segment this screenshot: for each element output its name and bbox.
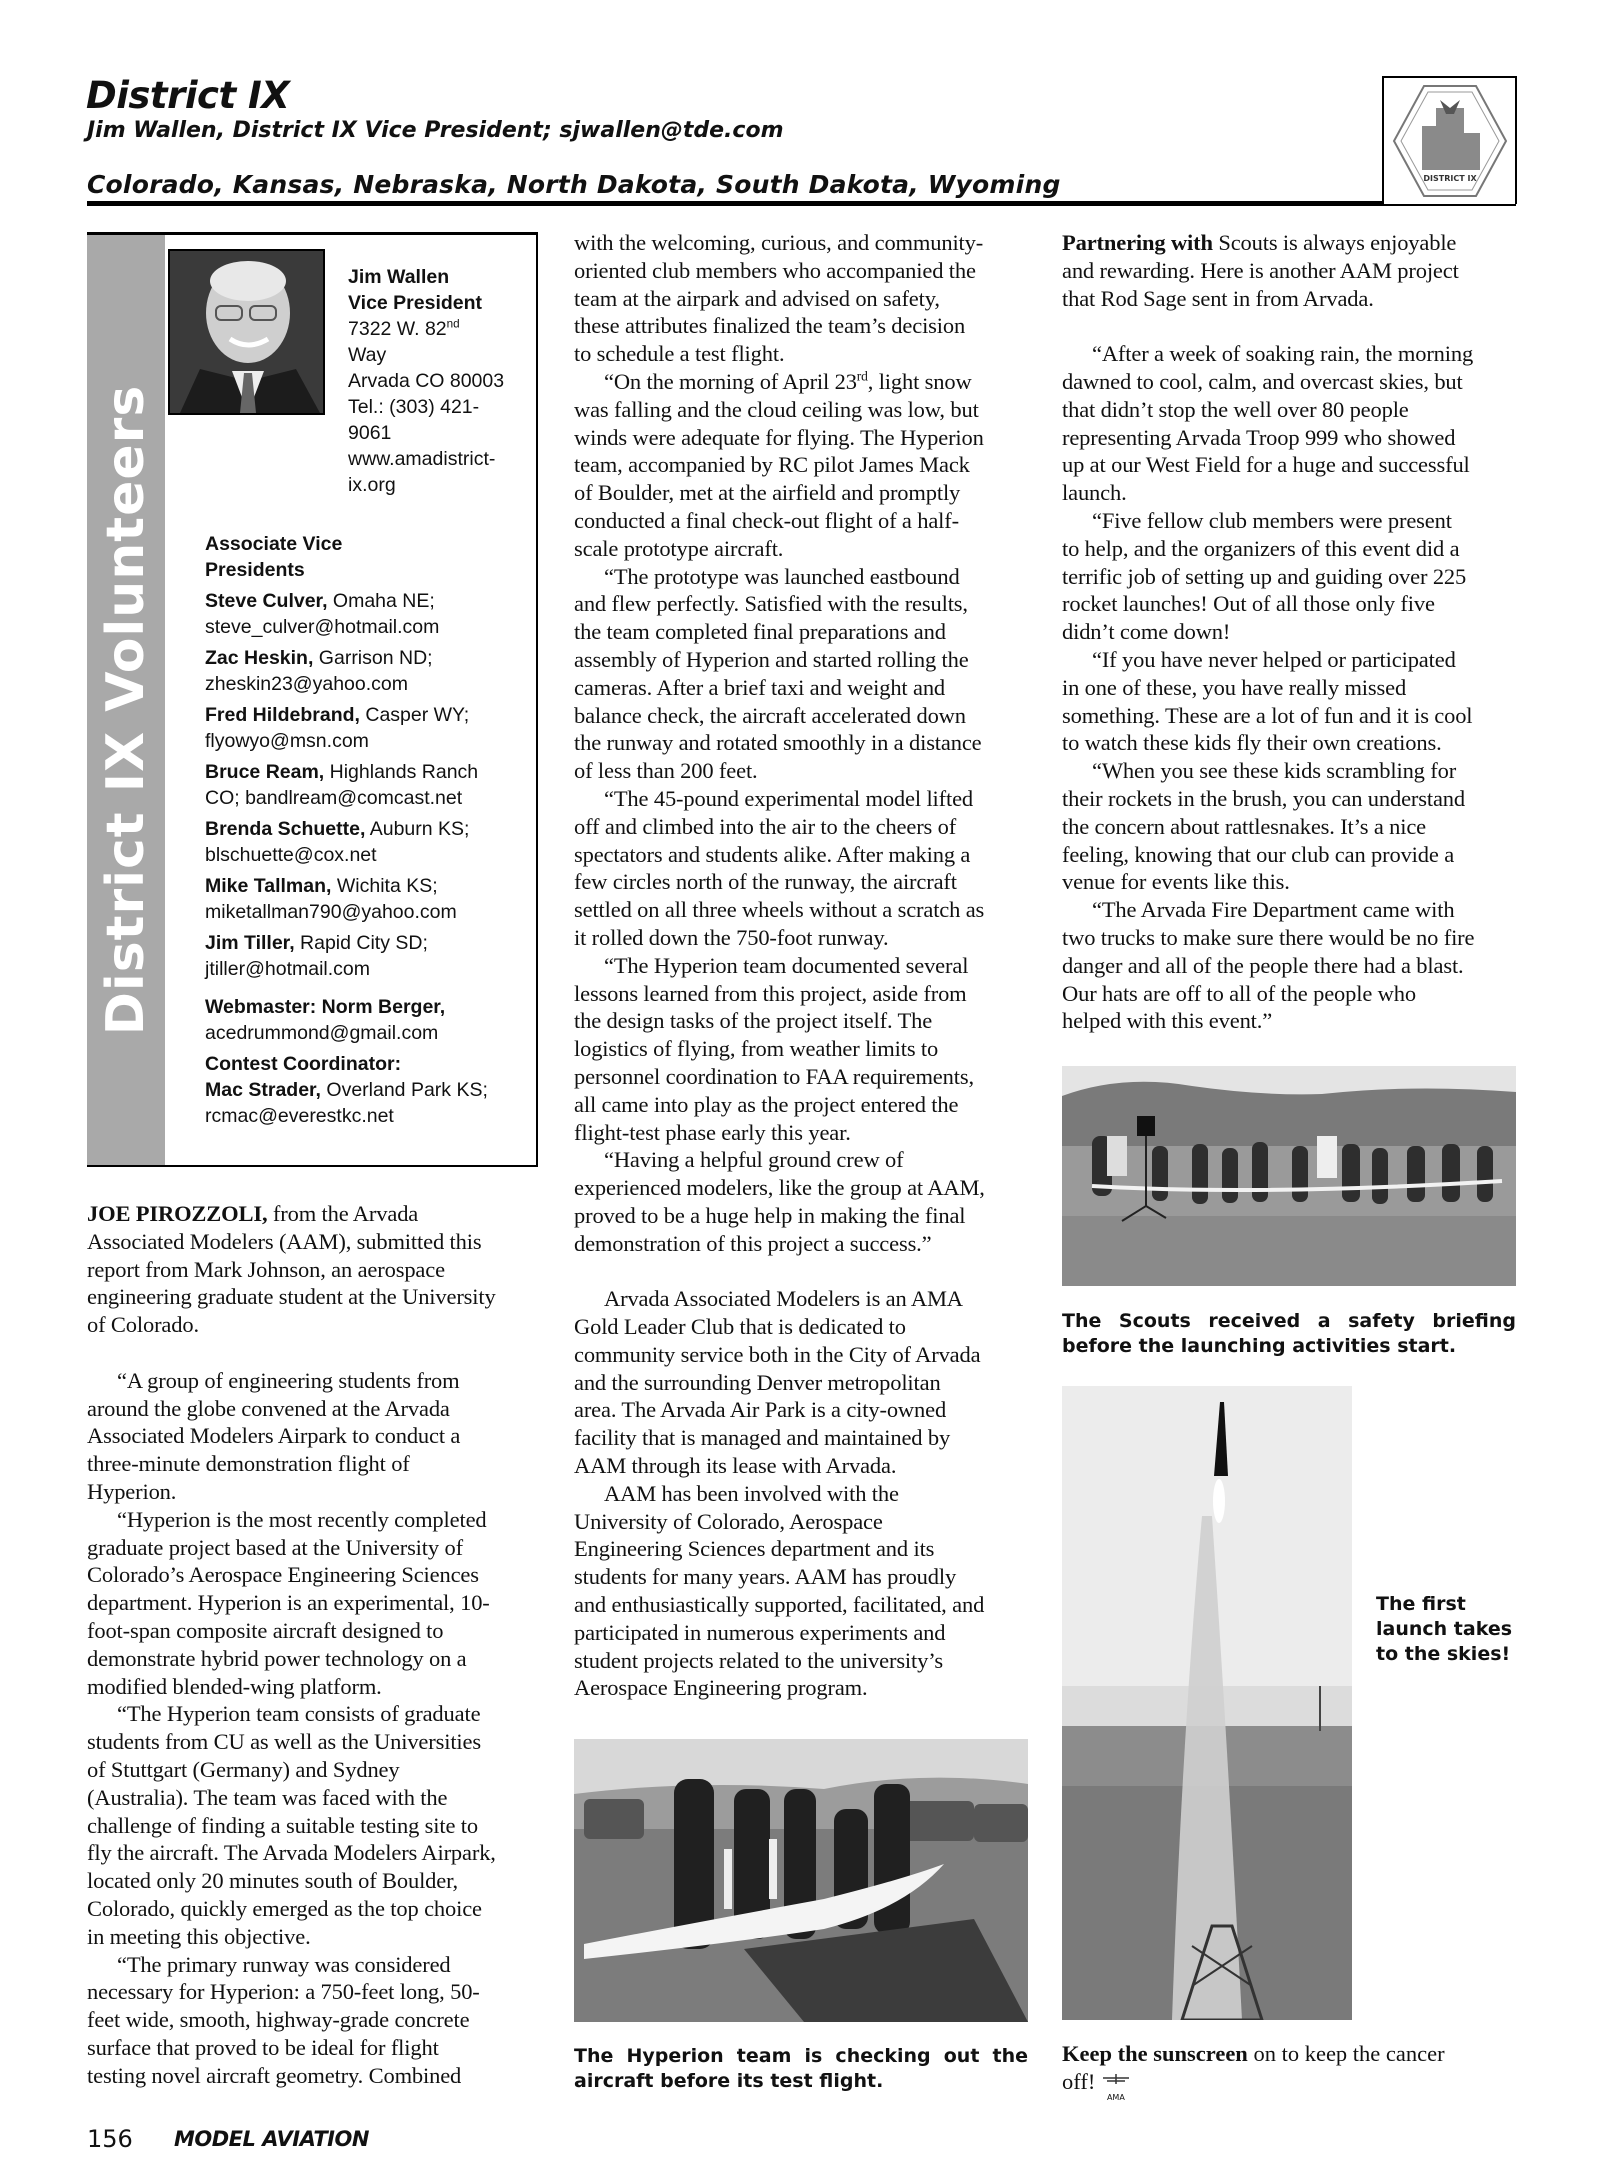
text-line: necessary for Hyperion: a 750-feet long, 50- bbox=[87, 1979, 480, 2005]
text-line: team at the airpark and advised on safety, bbox=[574, 285, 940, 311]
vp-website-link-2[interactable]: ix.org bbox=[348, 474, 396, 496]
text-segment: “On the morning of April 23 bbox=[604, 368, 857, 394]
text-segment: Scouts is always enjoyable bbox=[1212, 230, 1457, 255]
paragraph bbox=[1062, 507, 1517, 646]
contest-name: Mac Strader, bbox=[205, 1079, 321, 1101]
text-line: three-minute demonstration flight of bbox=[87, 1451, 410, 1477]
text-line: flight-test phase early this year. bbox=[574, 1119, 851, 1145]
text-line: winds were adequate for flying. The Hyperion bbox=[574, 424, 984, 450]
text-line: the concern about rattlesnakes. It’s a nice bbox=[1062, 813, 1427, 839]
text-line: “The Arvada Fire Department came with bbox=[1092, 897, 1455, 923]
text-line: scale prototype aircraft. bbox=[574, 535, 784, 561]
associate-name: Fred Hildebrand, bbox=[205, 704, 360, 726]
lead-in-bold: Partnering with bbox=[1062, 230, 1213, 255]
rocket-caption-line: The first bbox=[1376, 1593, 1466, 1615]
text-line: area. The Arvada Air Park is a city-owned bbox=[574, 1397, 947, 1423]
text-line: team, accompanied by RC pilot James Mack bbox=[574, 452, 970, 478]
closing-note-text: on to keep the cancer bbox=[1247, 2041, 1445, 2066]
text-line: up at our West Field for a huge and successful bbox=[1062, 452, 1470, 478]
associate-email[interactable]: zheskin23@yahoo.com bbox=[205, 673, 408, 695]
hyperion-team-photo bbox=[574, 1739, 1028, 2022]
sidebar-strip bbox=[87, 235, 165, 1165]
associate-email[interactable]: jtiller@hotmail.com bbox=[205, 958, 370, 980]
associate-location: Auburn KS; bbox=[365, 818, 470, 840]
webmaster-entry bbox=[205, 994, 488, 1046]
associate-email[interactable]: CO; bandlream@comcast.net bbox=[205, 787, 463, 809]
webmaster-label: Webmaster: Norm Berger, bbox=[205, 996, 446, 1018]
associate-vp-entry bbox=[205, 645, 488, 697]
text-line: report from Mark Johnson, an aerospace bbox=[87, 1256, 445, 1282]
text-line: the runway and rotated smoothly in a distance bbox=[574, 730, 982, 756]
associate-location: Casper WY; bbox=[359, 704, 470, 726]
text-line: “The Hyperion team consists of graduate bbox=[117, 1701, 481, 1727]
associate-location: Wichita KS; bbox=[331, 875, 438, 897]
text-line: challenge of finding a suitable testing site to bbox=[87, 1812, 478, 1838]
associate-email[interactable]: flyowyo@msn.com bbox=[205, 730, 369, 752]
text-line: Colorado’s Aerospace Engineering Sciences bbox=[87, 1562, 479, 1588]
text-line: AAM has been involved with the bbox=[604, 1480, 899, 1506]
vp-address-2: Way bbox=[348, 344, 387, 366]
text-line: venue for events like this. bbox=[1062, 869, 1290, 895]
paragraph bbox=[574, 785, 1029, 952]
associate-email[interactable]: steve_culver@hotmail.com bbox=[205, 616, 440, 638]
paragraph bbox=[87, 1700, 542, 1950]
text-line: Aerospace Engineering program. bbox=[574, 1675, 868, 1701]
text-line: their rockets in the brush, you can understand bbox=[1062, 785, 1465, 811]
paragraph bbox=[87, 1506, 542, 1701]
svg-text:DISTRICT IX: DISTRICT IX bbox=[1423, 174, 1477, 183]
text-line: two trucks to make sure there would be no fire bbox=[1062, 924, 1475, 950]
paragraph bbox=[1062, 646, 1517, 757]
text-line: spectators and students alike. After making a bbox=[574, 841, 971, 867]
text-line: student projects related to the university’s bbox=[574, 1647, 943, 1673]
text-line: of less than 200 feet. bbox=[574, 758, 758, 784]
text-line: located only 20 minutes south of Boulder, bbox=[87, 1868, 459, 1894]
text-line: Hyperion. bbox=[87, 1478, 177, 1504]
text-line: of Colorado. bbox=[87, 1312, 199, 1338]
closing-note bbox=[1062, 2040, 1445, 2102]
text-line: it rolled down the 750-foot runway. bbox=[574, 924, 889, 950]
paragraph bbox=[87, 1951, 542, 2090]
associate-vp-entry bbox=[205, 816, 488, 868]
text-line: “If you have never helped or participated bbox=[1092, 646, 1456, 672]
text-line: and rewarding. Here is another AAM project bbox=[1062, 257, 1459, 283]
text-line: Colorado, quickly emerged as the top choice bbox=[87, 1895, 482, 1921]
text-line: fly the aircraft. The Arvada Modelers Airpark, bbox=[87, 1840, 496, 1866]
text-line: demonstration of this project a success.” bbox=[574, 1230, 932, 1256]
vp-name: Jim Wallen bbox=[348, 266, 450, 288]
contest-coordinator-entry bbox=[205, 1051, 488, 1129]
text-line: Our hats are off to all of the people who bbox=[1062, 980, 1416, 1006]
hyperion-photo-caption: The Hyperion team is checking out the aircraft before its test flight. bbox=[574, 2045, 1028, 2092]
district-logo-emblem-icon bbox=[1384, 78, 1515, 204]
text-line: University of Colorado, Aerospace bbox=[574, 1508, 883, 1534]
text-line: oriented club members who accompanied the bbox=[574, 257, 976, 283]
page-title: District IX bbox=[86, 74, 290, 117]
text-line: dawned to cool, calm, and overcast skies, but bbox=[1062, 368, 1463, 394]
assoc-heading-2: Presidents bbox=[205, 559, 305, 581]
text-line: facility that is managed and maintained by bbox=[574, 1425, 951, 1451]
assoc-heading: Associate Vice bbox=[205, 533, 343, 555]
text-line: settled on all three wheels without a scratch as bbox=[574, 897, 985, 923]
text-line: balance check, the aircraft accelerated down bbox=[574, 702, 966, 728]
text-line: launch. bbox=[1062, 480, 1127, 506]
vp-website-link[interactable]: www.amadistrict- bbox=[348, 448, 496, 470]
text-line: lessons learned from this project, aside from bbox=[574, 980, 967, 1006]
paragraph bbox=[1062, 757, 1517, 896]
paragraph bbox=[87, 1200, 542, 1339]
text-line: and flew perfectly. Satisfied with the results, bbox=[574, 591, 968, 617]
scouts-photo-caption: The Scouts received a safety briefing before the launching activities start. bbox=[1062, 1310, 1516, 1357]
associate-email[interactable]: blschuette@cox.net bbox=[205, 844, 377, 866]
text-line: graduate project based at the University of bbox=[87, 1534, 463, 1560]
text-line: participated in numerous experiments and bbox=[574, 1619, 946, 1645]
associate-vp-entry bbox=[205, 930, 488, 982]
magazine-name: MODEL AVIATION bbox=[174, 2127, 369, 2151]
text-line: Gold Leader Club that is dedicated to bbox=[574, 1314, 906, 1340]
text-line: Arvada Associated Modelers is an AMA bbox=[604, 1286, 963, 1312]
text-line: “The 45-pound experimental model lifted bbox=[604, 785, 974, 811]
text-line: “Five fellow club members were present bbox=[1092, 507, 1452, 533]
associate-location: Rapid City SD; bbox=[294, 932, 428, 954]
text-line: and the surrounding Denver metropolitan bbox=[574, 1369, 941, 1395]
associate-vp-entry bbox=[205, 759, 488, 811]
text-line: “A group of engineering students from bbox=[117, 1367, 460, 1393]
text-line: “When you see these kids scrambling for bbox=[1092, 758, 1457, 784]
vp-role: Vice President bbox=[348, 292, 483, 314]
rocket-caption-line: launch takes bbox=[1376, 1618, 1513, 1640]
text-line: engineering graduate student at the University bbox=[87, 1284, 496, 1310]
text-line: to watch these kids fly their own creations. bbox=[1062, 730, 1442, 756]
paragraph bbox=[574, 229, 1029, 368]
text-line: “The primary runway was considered bbox=[117, 1951, 451, 1977]
vp-address: 7322 W. 82 bbox=[348, 318, 447, 340]
paragraph bbox=[574, 952, 1029, 1147]
paragraph bbox=[1062, 340, 1517, 507]
text-line: “Having a helpful ground crew of bbox=[604, 1147, 904, 1173]
rocket-caption-line: to the skies! bbox=[1376, 1643, 1511, 1665]
rocket-launch-photo bbox=[1062, 1386, 1352, 2020]
paragraph bbox=[574, 368, 1029, 563]
text-line: to schedule a test flight. bbox=[574, 341, 785, 367]
text-line: logistics of flying, from weather limits to bbox=[574, 1036, 939, 1062]
closing-note-end: off! bbox=[1062, 2069, 1096, 2094]
text-line: students for many years. AAM has proudly bbox=[574, 1564, 957, 1590]
district-vp-byline: Jim Wallen, District IX Vice President; sjwallen@tde.com bbox=[87, 118, 784, 143]
text-line: proved to be a huge help in making the final bbox=[574, 1202, 966, 1228]
paragraph bbox=[1062, 229, 1517, 312]
text-line: Associated Modelers (AAM), submitted this bbox=[87, 1228, 482, 1254]
associate-location: Omaha NE; bbox=[327, 590, 435, 612]
text-line: AAM through its lease with Arvada. bbox=[574, 1453, 897, 1479]
vp-city: Arvada CO 80003 bbox=[348, 370, 505, 392]
associate-name: Zac Heskin, bbox=[205, 647, 314, 669]
text-line: “The Hyperion team documented several bbox=[604, 952, 969, 978]
text-line: danger and all of the people there had a blast. bbox=[1062, 952, 1464, 978]
text-line: with the welcoming, curious, and community- bbox=[574, 230, 984, 255]
sidebar-vertical-title: District IX Volunteers bbox=[96, 384, 156, 1036]
text-line bbox=[574, 368, 1029, 396]
associate-name: Bruce Ream, bbox=[205, 761, 325, 783]
text-line: surface that proved to be ideal for flight bbox=[87, 2034, 439, 2060]
contest-email[interactable]: rcmac@everestkc.net bbox=[205, 1105, 394, 1127]
text-line: something. These are a lot of fun and it is cool bbox=[1062, 702, 1473, 728]
scouts-briefing-photo bbox=[1062, 1066, 1516, 1286]
associate-vp-entry bbox=[205, 588, 488, 640]
district-logo bbox=[1382, 76, 1517, 204]
associate-location: Garrison ND; bbox=[313, 647, 433, 669]
text-line: Engineering Sciences department and its bbox=[574, 1536, 935, 1562]
text-line: Associated Modelers Airpark to conduct a bbox=[87, 1423, 461, 1449]
associate-vps bbox=[205, 531, 488, 1129]
text-line: the design tasks of the project itself. The bbox=[574, 1008, 933, 1034]
text-line: feet wide, smooth, highway-grade concrete bbox=[87, 2007, 470, 2033]
associate-name: Steve Culver, bbox=[205, 590, 328, 612]
text-line: few circles north of the runway, the aircraft bbox=[574, 869, 957, 895]
text-segment: from the Arvada bbox=[267, 1201, 419, 1226]
associate-name: Jim Tiller, bbox=[205, 932, 295, 954]
closing-note-bold: Keep the sunscreen bbox=[1062, 2041, 1248, 2066]
vp-phone-2: 9061 bbox=[348, 422, 392, 444]
ama-end-mark-icon bbox=[1101, 2072, 1131, 2102]
volunteers-sidebar bbox=[87, 232, 538, 1167]
associate-email[interactable]: miketallman790@yahoo.com bbox=[205, 901, 457, 923]
webmaster-email[interactable]: acedrummond@gmail.com bbox=[205, 1022, 439, 1044]
text-line bbox=[1062, 229, 1517, 257]
text-line: that didn’t stop the well over 80 people bbox=[1062, 396, 1409, 422]
associate-location: Highlands Ranch bbox=[324, 761, 479, 783]
paragraph bbox=[1062, 896, 1517, 1035]
vp-contact bbox=[348, 264, 504, 498]
text-line: personnel coordination to FAA requirements, bbox=[574, 1063, 974, 1089]
text-line: helped with this event.” bbox=[1062, 1008, 1273, 1034]
text-line: “After a week of soaking rain, the morning bbox=[1092, 341, 1474, 367]
text-line: rocket launches! Out of all those only five bbox=[1062, 591, 1435, 617]
text-line: to help, and the organizers of this event did a bbox=[1062, 535, 1460, 561]
text-line: of Boulder, met at the airfield and promptly bbox=[574, 480, 961, 506]
text-line: conducted a final check-out flight of a half- bbox=[574, 507, 959, 533]
vp-address-sup: nd bbox=[446, 317, 460, 331]
article-column-1 bbox=[87, 1200, 542, 2090]
text-line: modified blended-wing platform. bbox=[87, 1673, 382, 1699]
text-line: in one of these, you have really missed bbox=[1062, 674, 1407, 700]
paragraph bbox=[574, 1480, 1029, 1702]
contest-label: Contest Coordinator: bbox=[205, 1053, 402, 1075]
text-line: these attributes finalized the team’s decision bbox=[574, 313, 966, 339]
associate-vp-entry bbox=[205, 702, 488, 754]
text-line: didn’t come down! bbox=[1062, 619, 1231, 645]
district-states: Colorado, Kansas, Nebraska, North Dakota, South Dakota, Wyoming bbox=[87, 170, 1061, 199]
text-line: terrific job of setting up and guiding over 225 bbox=[1062, 563, 1467, 589]
ordinal-suffix: rd bbox=[856, 368, 868, 384]
text-line bbox=[87, 1200, 542, 1228]
paragraph bbox=[574, 1146, 1029, 1257]
text-line: foot-span composite aircraft designed to bbox=[87, 1617, 444, 1643]
text-line: experienced modelers, like the group at AAM, bbox=[574, 1175, 985, 1201]
text-line: off and climbed into the air to the cheers of bbox=[574, 813, 957, 839]
text-line: “The prototype was launched eastbound bbox=[604, 563, 960, 589]
paragraph bbox=[574, 1285, 1029, 1480]
text-line: representing Arvada Troop 999 who showed bbox=[1062, 424, 1456, 450]
contest-place: Overland Park KS; bbox=[320, 1079, 488, 1101]
page-number: 156 bbox=[87, 2125, 133, 2153]
article-column-3 bbox=[1062, 229, 1517, 1035]
text-line: demonstrate hybrid power technology on a bbox=[87, 1645, 467, 1671]
associate-name: Mike Tallman, bbox=[205, 875, 332, 897]
vp-phone: Tel.: (303) 421- bbox=[348, 396, 480, 418]
lead-in-bold: JOE PIROZZOLI, bbox=[87, 1201, 268, 1226]
text-line: and enthusiastically supported, facilitated, and bbox=[574, 1592, 985, 1618]
associate-name: Brenda Schuette, bbox=[205, 818, 366, 840]
paragraph bbox=[574, 563, 1029, 785]
text-line: students from CU as well as the Universities bbox=[87, 1729, 481, 1755]
text-segment: , light snow bbox=[867, 368, 972, 394]
text-line: assembly of Hyperion and started rolling the bbox=[574, 646, 969, 672]
text-line: that Rod Sage sent in from Arvada. bbox=[1062, 285, 1374, 311]
text-line: feeling, knowing that our club can provide a bbox=[1062, 841, 1455, 867]
article-column-2 bbox=[574, 229, 1029, 1702]
paragraph bbox=[87, 1367, 542, 1506]
header-rule bbox=[87, 201, 1516, 206]
text-line: testing novel aircraft geometry. Combined bbox=[87, 2062, 462, 2088]
text-line: around the globe convened at the Arvada bbox=[87, 1395, 450, 1421]
rocket-photo-caption bbox=[1376, 1592, 1512, 1667]
text-line: community service both in the City of Arvada bbox=[574, 1341, 981, 1367]
text-line: was falling and the cloud ceiling was low, but bbox=[574, 396, 979, 422]
text-line: all came into play as the project entered the bbox=[574, 1091, 959, 1117]
text-line: the team completed final preparations and bbox=[574, 619, 946, 645]
text-line: “Hyperion is the most recently completed bbox=[117, 1506, 487, 1532]
text-line: of Stuttgart (Germany) and Sydney bbox=[87, 1756, 400, 1782]
ama-end-mark-text: AMA bbox=[1106, 2092, 1125, 2102]
text-line: cameras. After a brief taxi and weight and bbox=[574, 674, 946, 700]
vp-portrait-photo bbox=[168, 249, 325, 415]
text-line: department. Hyperion is an experimental, 10- bbox=[87, 1590, 490, 1616]
text-line: in meeting this objective. bbox=[87, 1923, 311, 1949]
associate-vp-entry bbox=[205, 873, 488, 925]
text-line: (Australia). The team was faced with the bbox=[87, 1784, 448, 1810]
